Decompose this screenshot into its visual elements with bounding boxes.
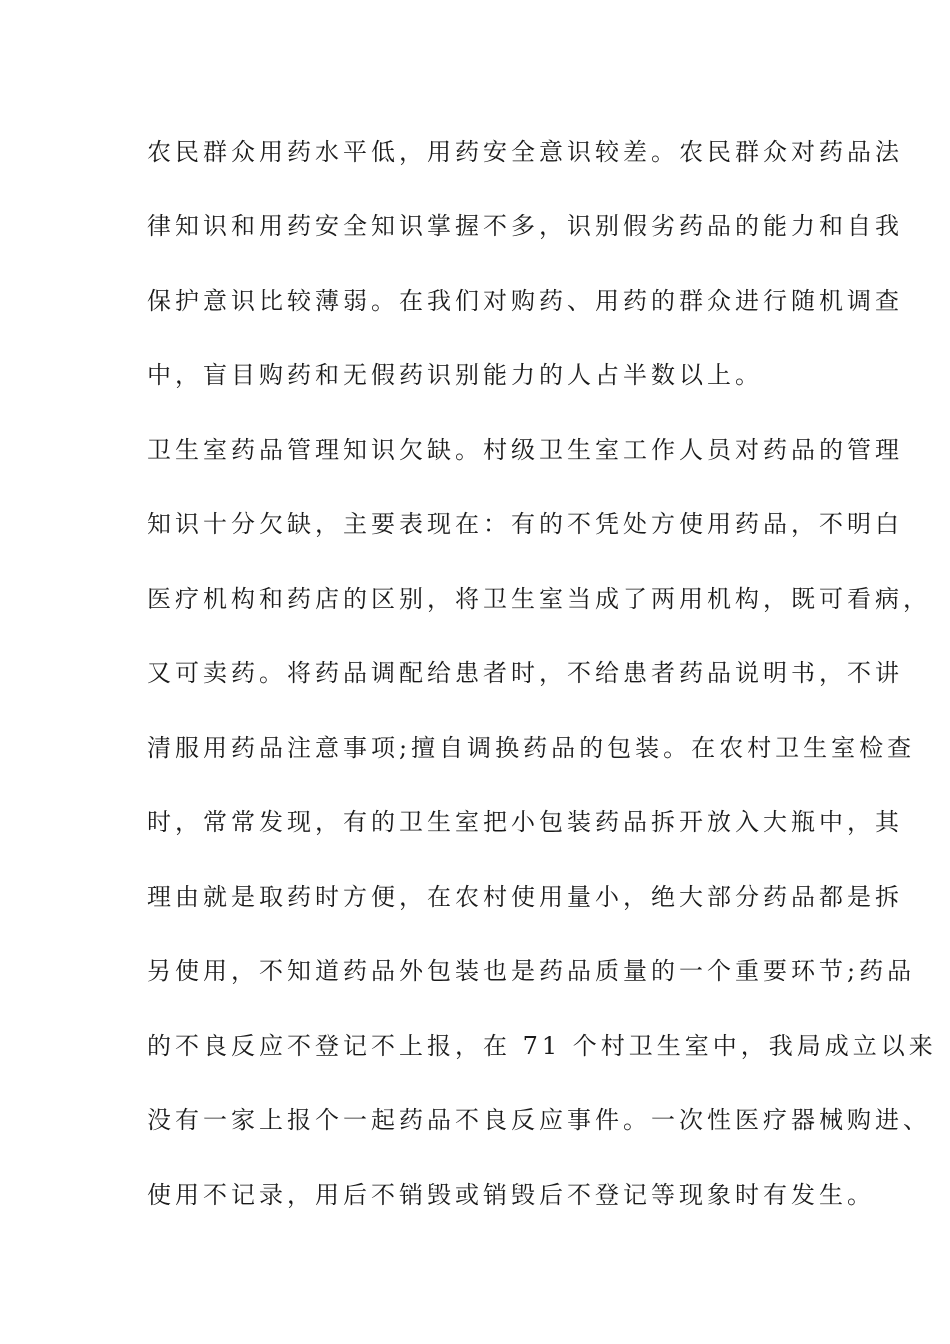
text-line: 理由就是取药时方便，在农村使用量小，绝大部分药品都是拆: [147, 883, 903, 911]
text-line: 卫生室药品管理知识欠缺。村级卫生室工作人员对药品的管理: [147, 436, 903, 464]
text-line: 农民群众用药水平低，用药安全意识较差。农民群众对药品法: [147, 138, 903, 166]
text-line: 的不良反应不登记不上报，在 71 个村卫生室中，我局成立以来: [147, 1032, 937, 1060]
text-line: 没有一家上报个一起药品不良反应事件。一次性医疗器械购进、: [147, 1106, 931, 1134]
text-line: 律知识和用药安全知识掌握不多，识别假劣药品的能力和自我: [147, 212, 903, 240]
text-line: 使用不记录，用后不销毁或销毁后不登记等现象时有发生。: [147, 1181, 875, 1209]
text-line: 中，盲目购药和无假药识别能力的人占半数以上。: [147, 361, 763, 389]
text-line: 时，常常发现，有的卫生室把小包装药品拆开放入大瓶中，其: [147, 808, 903, 836]
text-line: 另使用，不知道药品外包装也是药品质量的一个重要环节;药品: [147, 957, 916, 985]
text-line: 清服用药品注意事项;擅自调换药品的包装。在农村卫生室检查: [147, 734, 916, 762]
text-line: 又可卖药。将药品调配给患者时，不给患者药品说明书，不讲: [147, 659, 903, 687]
text-line: 知识十分欠缺，主要表现在：有的不凭处方使用药品，不明白: [147, 510, 903, 538]
text-line: 医疗机构和药店的区别，将卫生室当成了两用机构，既可看病，: [147, 585, 931, 613]
text-line: 保护意识比较薄弱。在我们对购药、用药的群众进行随机调查: [147, 287, 903, 315]
